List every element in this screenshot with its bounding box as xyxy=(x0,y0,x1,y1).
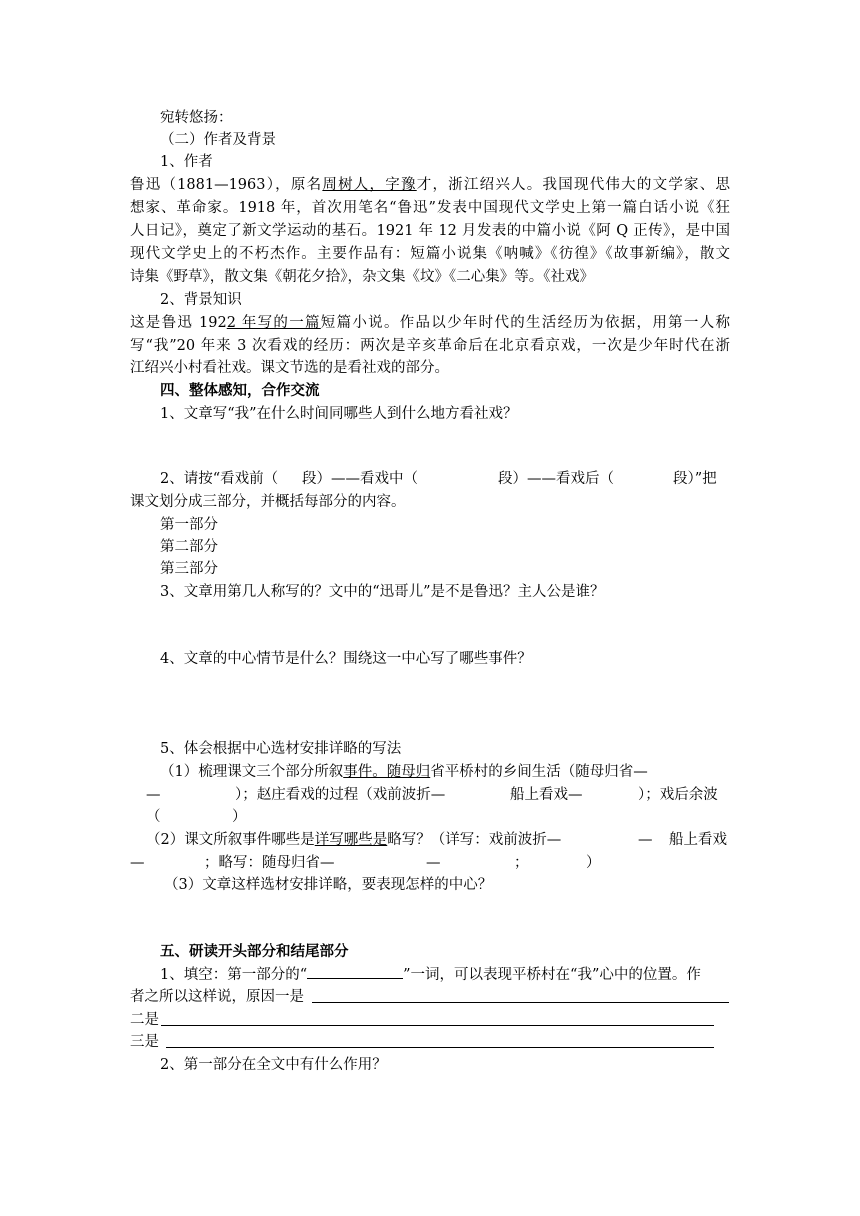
text-line: 宛转悠扬： xyxy=(160,110,233,126)
question-part: 课文划分成三部分，并概括每部分的内容。 xyxy=(130,494,406,510)
question-part: （1）梳理课文三个部分所叙事件。随母归省平桥村的乡间生活（随母归省— xyxy=(160,764,648,780)
underlined-text: 周树人，字豫 xyxy=(322,177,417,193)
answer-label: 二是 xyxy=(130,1012,159,1028)
underlined-text: 事件。随母归 xyxy=(343,764,431,780)
section-heading: 四、整体感知，合作交流 xyxy=(160,382,320,399)
question-part: 2、请按“看戏前（ xyxy=(160,471,279,487)
subheading: 2、背景知识 xyxy=(160,292,242,308)
question-part: 船上看戏— xyxy=(510,787,583,803)
question-part: 段）”把 xyxy=(673,471,717,487)
paragraph-line: 这是鲁迅 1922 年写的一篇短篇小说。作品以少年时代的生活经历为依据，用第一人称 xyxy=(130,315,730,331)
question: 4、文章的中心情节是什么？围绕这一中心写了哪些事件？ xyxy=(160,651,532,667)
question-part: （ xyxy=(146,809,161,825)
section-heading: 五、研读开头部分和结尾部分 xyxy=(160,943,349,960)
question-part: — xyxy=(146,787,161,803)
answer-label: 第一部分 xyxy=(160,517,218,533)
answer-blank[interactable] xyxy=(312,1002,729,1003)
question-part: ）；赵庄看戏的过程（戏前波折— xyxy=(235,787,446,803)
paragraph-line: 江绍兴小村看社戏。课文节选的是看社戏的部分。 xyxy=(130,360,449,376)
question: 1、文章写“我”在什么时间同哪些人到什么地方看社戏？ xyxy=(160,406,518,422)
section-heading: （二）作者及背景 xyxy=(160,132,276,148)
answer-blank[interactable] xyxy=(161,1025,714,1026)
paragraph-line: 现代文学史上的不朽杰作。主要作品有：短篇小说集《呐喊》《彷徨》《故事新编》，散文 xyxy=(130,246,730,262)
paragraph-line: 诗集《野草》，散文集《朝花夕拾》，杂文集《坟》《二心集》等。《社戏》 xyxy=(130,269,594,285)
paragraph-line: 鲁迅（1881—1963），原名周树人，字豫才，浙江绍兴人。我国现代伟大的文学家、思 xyxy=(130,177,730,193)
question-part: — xyxy=(638,832,653,848)
answer-blank[interactable] xyxy=(166,1047,714,1048)
question-part: ） xyxy=(232,809,247,825)
question-part: 段）——看戏中（ xyxy=(302,471,418,487)
answer-label: 第二部分 xyxy=(160,539,218,555)
answer-label: 者之所以这样说，原因一是 xyxy=(130,989,304,1005)
question-part: （2）课文所叙事件哪些是详写哪些是略写？（详写：戏前波折— xyxy=(146,832,562,848)
answer-label: 第三部分 xyxy=(160,561,218,577)
fill-blank-question: 1、填空：第一部分的“ ”一词，可以表现平桥村在“我”心中的位置。作 xyxy=(160,964,701,986)
question-part: ；略写：随母归省— xyxy=(204,855,335,871)
question-part: ； xyxy=(514,855,529,871)
paragraph-line: 写“我”20 年来 3 次看戏的经历：两次是辛亥革命后在北京看京戏，一次是少年时代在浙 xyxy=(130,338,730,354)
question-part: ） xyxy=(586,855,601,871)
paragraph-line: 想家、革命家。1918 年，首次用笔名“鲁迅”发表中国现代文学史上第一篇白话小说《狂 xyxy=(130,200,730,216)
underlined-text: 详写哪些是 xyxy=(314,832,388,848)
subheading: 1、作者 xyxy=(160,154,213,170)
question-part: — xyxy=(426,855,441,871)
paragraph-line: 人日记》，奠定了新文学运动的基石。1921 年 12 月发表的中篇小说《阿 Q 正传》，是中国 xyxy=(130,223,730,239)
question-part: ）；戏后余波 xyxy=(638,787,718,803)
underlined-text: 2 年写的一篇 xyxy=(226,315,321,331)
question: 2、第一部分在全文中有什么作用？ xyxy=(160,1057,387,1073)
answer-blank[interactable] xyxy=(307,964,403,979)
question-part: — xyxy=(130,855,145,871)
question: （3）文章这样选材安排详略，要表现怎样的中心？ xyxy=(164,877,493,893)
question: 3、文章用第几人称写的？文中的“迅哥儿”是不是鲁迅？主人公是谁？ xyxy=(160,584,605,600)
question-part: 段）——看戏后（ xyxy=(498,471,614,487)
question: 5、体会根据中心选材安排详略的写法 xyxy=(160,741,402,757)
question-part: 船上看戏 xyxy=(669,832,727,848)
answer-label: 三是 xyxy=(130,1034,159,1050)
